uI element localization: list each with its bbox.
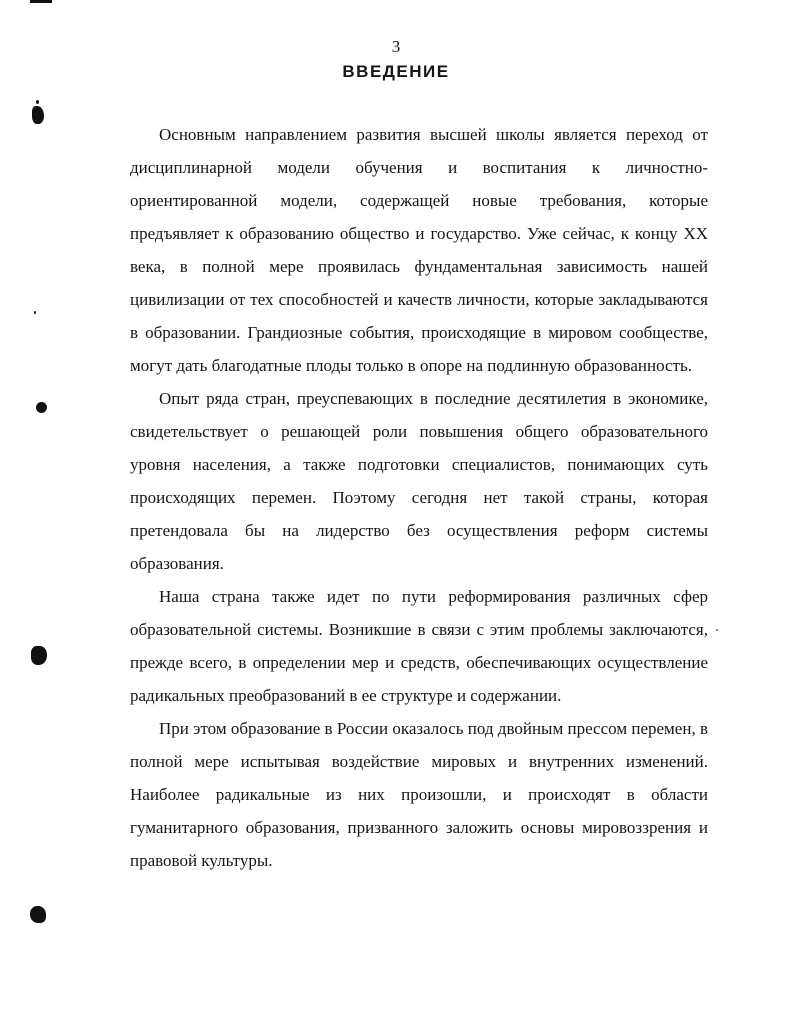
section-title: ВВЕДЕНИЕ: [342, 62, 450, 81]
scan-speck: [716, 629, 718, 631]
punch-hole-mark: [31, 646, 47, 665]
scan-speck: [36, 100, 39, 104]
scan-edge-mark: [30, 0, 52, 3]
page-number: 3: [391, 37, 401, 56]
punch-hole-mark: [30, 906, 46, 923]
body-text: [130, 118, 708, 877]
paragraph: Опыт ряда стран, преуспевающих в последние десятилетия в экономике, свидетельствует о решающей роли повышения общего образовательного уровня населения, а также подготовки специалистов, понимающих суть происходящих перемен. Поэтому сегодня нет такой страны, которая претендовала бы на лидерство без осуществления реформ системы образования.: [130, 389, 708, 573]
punch-hole-mark: [32, 106, 44, 124]
paragraph: Основным направлением развития высшей школы является переход от дисциплинарной модели обучения и воспитания к личностно-ориентированной модели, содержащей новые требования, которые предъявляет к образованию общество и государство. Уже сейчас, к концу XX века, в полной мере проявилась фундаментальная зависимость нашей цивилизации от тех способностей и качеств личности, которые закладываются в образовании. Грандиозные события, происходящие в мировом сообществе, могут дать благодатные плоды только в опоре на подлинную образованность.: [130, 125, 708, 375]
scan-speck: [34, 311, 36, 314]
punch-hole-mark: [36, 402, 47, 413]
paragraph: Наша страна также идет по пути реформирования различных сфер образовательной системы. Возникшие в связи с этим проблемы заключаются, прежде всего, в определении мер и средств, обеспечивающих осуществление радикальных преобразований в ее структуре и содержании.: [130, 587, 708, 705]
paragraph: При этом образование в России оказалось под двойным прессом перемен, в полной мере испытывая воздействие мировых и внутренних изменений. Наиболее радикальные из них произошли, и происходят в области гуманитарного образования, призванного заложить основы мировоззрения и правовой культуры.: [130, 719, 708, 870]
